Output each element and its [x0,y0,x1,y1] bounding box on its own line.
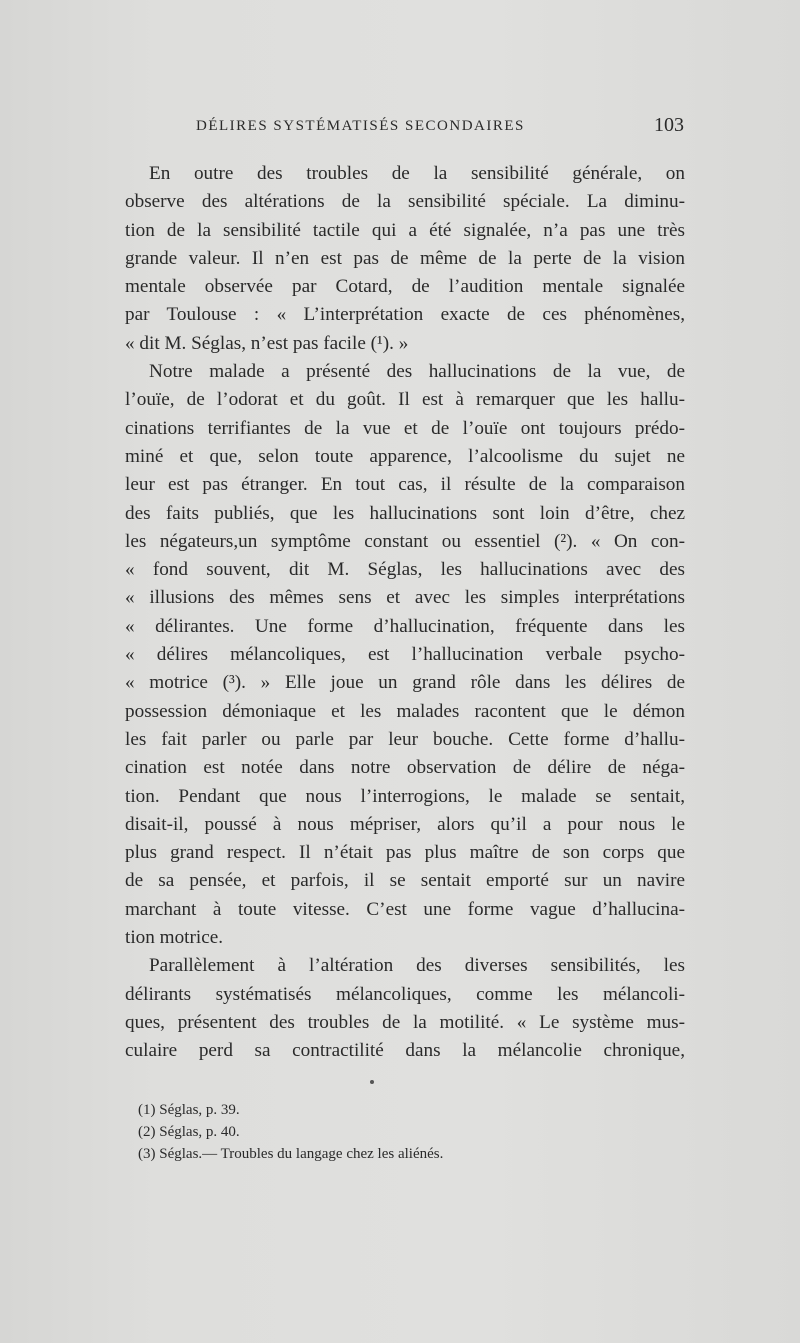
footnote: (2) Séglas, p. 40. [138,1124,240,1140]
page-number: 103 [654,114,684,136]
text-line: l’ouïe, de l’odorat et du goût. Il est à remarquer que les hallu- [125,389,685,411]
text-line: plus grand respect. Il n’était pas plus maître de son corps que [125,842,685,864]
text-line: « illusions des mêmes sens et avec les simples interprétations [125,587,685,609]
text-line: leur est pas étranger. En tout cas, il résulte de la comparaison [125,474,685,496]
print-speck [370,1080,374,1084]
text-line: tion. Pendant que nous l’interrogions, le malade se sentait, [125,785,685,807]
text-line: les négateurs,un symptôme constant ou essentiel (²). « On con- [125,530,685,552]
text-line: des faits publiés, que les hallucinations sont loin d’être, chez [125,502,685,524]
text-line: tion motrice. [125,927,224,949]
text-line: culaire perd sa contractilité dans la mélancolie chronique, [125,1040,685,1062]
text-line: mentale observée par Cotard, de l’audition mentale signalée [125,276,685,298]
text-line: Notre malade a présenté des hallucinations de la vue, de [149,361,685,383]
footnote: (1) Séglas, p. 39. [138,1102,240,1118]
text-line: disait-il, poussé à nous mépriser, alors qu’il a pour nous le [125,813,685,835]
text-line: En outre des troubles de la sensibilité générale, on [149,163,685,184]
running-title: DÉLIRES SYSTÉMATISÉS SECONDAIRES [196,118,525,134]
text-line: « fond souvent, dit M. Séglas, les hallucinations avec des [125,559,685,581]
text-line: cinations terrifiantes de la vue et de l’ouïe ont toujours prédo- [125,417,685,439]
text-line: par Toulouse : « L’interprétation exacte de ces phénomènes, [125,304,685,326]
body-text [125,160,685,1066]
text-line: ques, présentent des troubles de la motilité. « Le système mus- [125,1011,685,1033]
text-line: observe des altérations de la sensibilité spéciale. La diminu- [125,191,685,213]
footnotes [138,1099,678,1165]
text-line: « motrice (³). » Elle joue un grand rôle dans les délires de [125,672,685,694]
text-line: miné et que, selon toute apparence, l’alcoolisme du sujet ne [125,445,685,467]
text-line: « dit M. Séglas, n’est pas facile (¹). » [125,332,409,354]
text-line: les fait parler ou parle par leur bouche. Cette forme d’hallu- [125,728,685,750]
text-line: tion de la sensibilité tactile qui a été signalée, n’a pas une très [125,219,685,241]
text-line: « délires mélancoliques, est l’hallucination verbale psycho- [125,644,685,666]
text-line: « délirantes. Une forme d’hallucination, fréquente dans les [125,615,685,637]
text-line: marchant à toute vitesse. C’est une forme vague d’hallucina- [125,898,685,920]
text-line: possession démoniaque et les malades racontent que le démon [125,700,685,722]
text-line: Parallèlement à l’altération des diverses sensibilités, les [149,955,685,977]
footnote: (3) Séglas.— Troubles du langage chez les aliénés. [138,1146,444,1162]
text-line: de sa pensée, et parfois, il se sentait emporté sur un navire [125,870,685,892]
text-line: grande valeur. Il n’en est pas de même de la perte de la vision [125,247,685,269]
text-line: délirants systématisés mélancoliques, comme les mélancoli- [125,983,685,1005]
text-line: cination est notée dans notre observation de délire de néga- [125,757,685,779]
